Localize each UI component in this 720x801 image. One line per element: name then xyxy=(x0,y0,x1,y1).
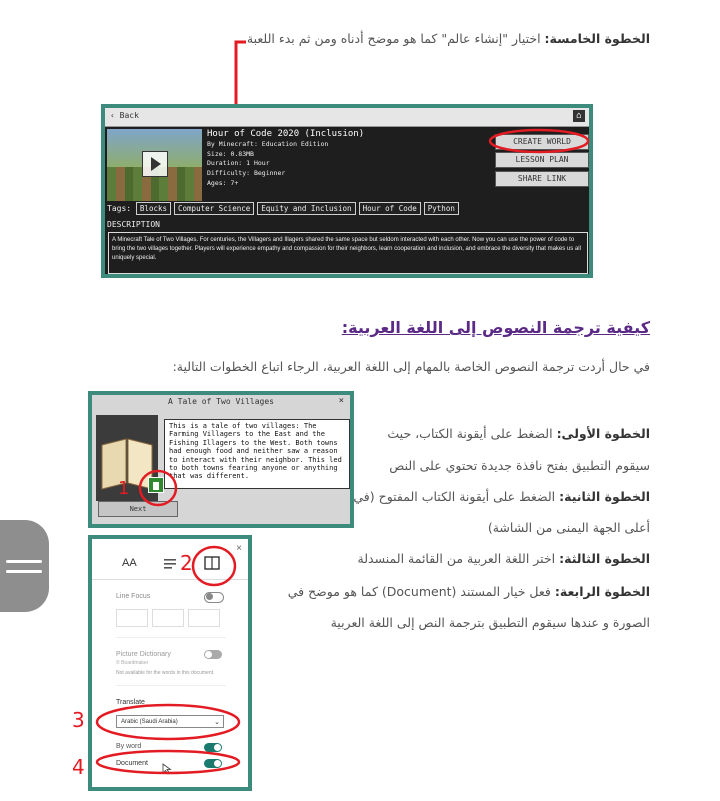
translate-label: Translate xyxy=(116,699,145,706)
lesson-info xyxy=(207,130,364,189)
share-link-button[interactable]: SHARE LINK xyxy=(495,171,589,187)
tag-chip[interactable]: Equity and Inclusion xyxy=(257,202,355,215)
book-screenshot xyxy=(88,391,354,528)
lesson-thumbnail xyxy=(107,129,202,201)
not-available-note: Not available for the words in this document. xyxy=(116,670,215,676)
chevron-down-icon: ⌄ xyxy=(214,719,220,726)
picture-dictionary-label: Picture Dictionary xyxy=(116,651,171,658)
lesson-author: By Minecraft: Education Edition xyxy=(207,139,329,148)
home-icon[interactable]: ⌂ xyxy=(573,110,585,122)
marker-2: 2 xyxy=(180,551,193,575)
highlight-ellipse xyxy=(488,128,590,156)
step3-paragraph xyxy=(358,551,650,566)
lesson-duration: Duration: 1 Hour xyxy=(207,159,270,168)
line-focus-label: Line Focus xyxy=(116,593,151,600)
step4-continued: الصورة و عندها سيقوم التطبيق بترجمة النص إلى اللغة العربية xyxy=(330,615,650,630)
lesson-difficulty: Difficulty: Beginner xyxy=(207,169,286,178)
play-icon[interactable] xyxy=(142,151,168,177)
back-button[interactable] xyxy=(110,111,139,120)
lesson-title: Hour of Code 2020 (Inclusion) xyxy=(207,129,365,139)
lesson-size: Size: 0.83MB xyxy=(207,149,254,158)
step3-text: اختر اللغة العربية من القائمة المنسدلة xyxy=(357,551,560,566)
language-select-value: Arabic (Saudi Arabia) xyxy=(121,719,178,725)
lesson-panel xyxy=(105,108,589,274)
by-word-label: By word xyxy=(116,743,142,750)
lesson-screenshot xyxy=(101,104,593,278)
tags-row xyxy=(107,202,462,215)
tag-chip[interactable]: Computer Science xyxy=(174,202,254,215)
step2-continued: أعلى الجهة اليمنى من الشاشة) xyxy=(487,520,650,535)
intro-text: في حال أردت ترجمة النصوص الخاصة بالمهام إلى اللغة العربية، الرجاء اتباع الخطوات التالية: xyxy=(172,359,650,374)
step4-paragraph xyxy=(288,584,650,599)
step2-label: الخطوة الثانية: xyxy=(559,489,650,504)
description-text: A Minecraft Tale of Two Villages. For centuries, the Villagers and Illagers shared the same space but seldom interacted with each other. Now you can use the power of code to bring the two villages together. Players will experience empathy and compassion for their neighbors, learn cooperation and inclusion, and embrace the diversity that makes us all uniquely special. xyxy=(108,232,588,274)
book-text: This is a tale of two villages: The Farming Villagers to the East and the Fishing Illagers to the West. Both towns had enough food and neither saw a reason to interact with their neighbor. This led to both towns fearing anyone or anything that was different. xyxy=(164,419,350,489)
step1-text: الضغط على أيقونة الكتاب، حيث xyxy=(387,426,557,441)
tag-chip[interactable]: Hour of Code xyxy=(359,202,421,215)
step1-continued: سيقوم التطبيق بفتح نافذة جديدة تحتوي على النص xyxy=(389,458,650,473)
lesson-plan-button[interactable]: LESSON PLAN xyxy=(495,152,589,168)
chevron-left-icon: ‹ xyxy=(110,111,120,120)
book-dialog xyxy=(92,395,350,524)
step2-paragraph xyxy=(353,489,650,504)
tag-chip[interactable]: Python xyxy=(424,202,459,215)
boardmaker-credit: © Boardmaker xyxy=(116,660,149,666)
tags-label: Tags: xyxy=(107,204,132,213)
close-icon[interactable]: × xyxy=(236,543,242,554)
close-icon[interactable]: × xyxy=(338,396,344,406)
lesson-top-bar xyxy=(105,108,589,127)
document-label: Document xyxy=(116,760,148,767)
marker-3: 3 xyxy=(72,708,85,732)
marker-4: 4 xyxy=(72,755,85,779)
description-heading: DESCRIPTION xyxy=(107,220,160,229)
text-size-icon[interactable]: AA xyxy=(122,557,137,569)
back-label: Back xyxy=(119,111,139,120)
next-button[interactable]: Next xyxy=(98,501,178,517)
create-world-button[interactable]: CREATE WORLD xyxy=(495,134,589,150)
reader-highlights xyxy=(0,540,260,780)
lesson-ages: Ages: 7+ xyxy=(207,178,239,187)
tag-chip[interactable]: Blocks xyxy=(136,202,171,215)
marker-1: 1 xyxy=(118,478,130,499)
step5-label: الخطوة الخامسة: xyxy=(544,31,650,46)
step4-text: فعل خيار المستند (Document) كما هو موضح في xyxy=(287,584,555,599)
step4-label: الخطوة الرابعة: xyxy=(554,584,650,599)
section-title: كيفية ترجمة النصوص إلى اللغة العربية: xyxy=(341,318,650,337)
book-title: A Tale of Two Villages xyxy=(168,397,274,406)
step1-paragraph xyxy=(387,426,650,441)
step3-label: الخطوة الثالثة: xyxy=(559,551,650,566)
step2-text: الضغط على أيقونة الكتاب المفتوح (في xyxy=(353,489,560,504)
step1-label: الخطوة الأولى: xyxy=(556,426,650,441)
step1-highlight xyxy=(138,468,182,508)
step5-text: اختيار "إنشاء عالم" كما هو موضح أدناه ومن ثم بدء اللعبة xyxy=(246,31,545,46)
